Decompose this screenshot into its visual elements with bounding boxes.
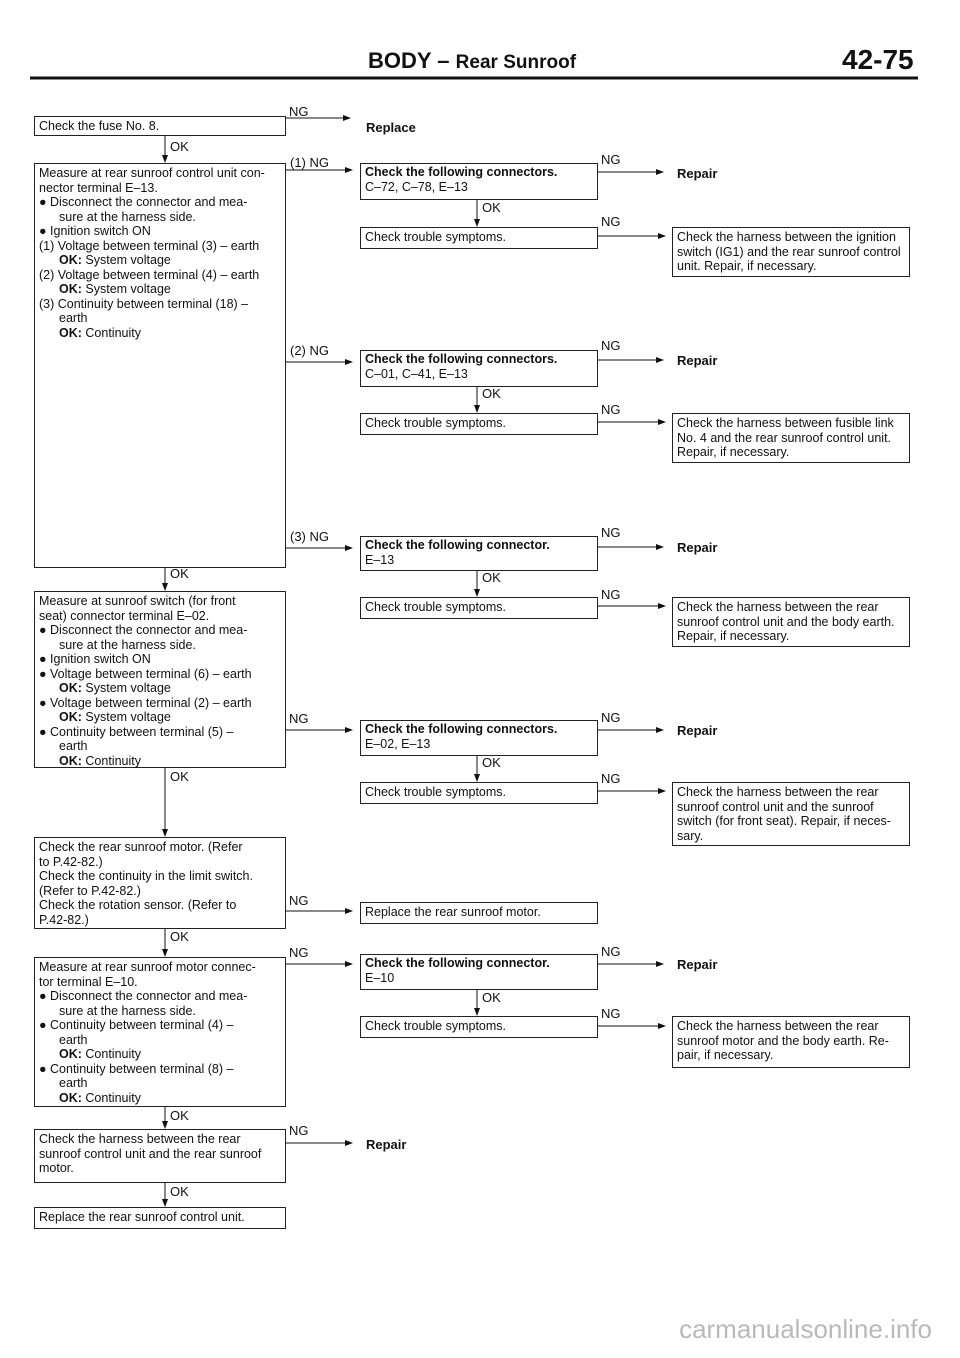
repair-label: Repair bbox=[677, 957, 718, 972]
harness-front-switch-box bbox=[672, 782, 910, 846]
box-line: Check the harness between the rear bbox=[677, 600, 879, 614]
box-line: sunroof motor and the body earth. Re- bbox=[677, 1033, 889, 1048]
trouble-symptoms-box-1 bbox=[360, 227, 598, 249]
ok-criterion: OK: bbox=[59, 753, 82, 768]
box-line: ● Voltage between terminal (2) – earth bbox=[39, 695, 252, 710]
box-line: Check the harness between the rear bbox=[677, 785, 879, 799]
box-line: Measure at rear sunroof control unit con- bbox=[39, 166, 265, 180]
box-line: Check trouble symptoms. bbox=[365, 416, 507, 430]
page-number: 42-75 bbox=[842, 44, 914, 75]
ok-criterion: OK: bbox=[59, 1047, 82, 1061]
box-line: earth bbox=[59, 311, 88, 325]
box-line: Continuity bbox=[81, 1090, 141, 1105]
fuse-check-text: Check the fuse No. 8. bbox=[39, 119, 160, 133]
box-line: System voltage bbox=[81, 282, 171, 296]
box-line: No. 4 and the rear sunroof control unit. bbox=[677, 430, 892, 445]
box-line: E–02, E–13 bbox=[365, 736, 431, 751]
box-line: Repair, if necessary. bbox=[677, 629, 790, 643]
ok-label: OK bbox=[482, 200, 501, 215]
page-title: Rear Sunroof bbox=[455, 52, 577, 73]
box-line: System voltage bbox=[81, 681, 171, 695]
ng-label: NG bbox=[601, 338, 621, 353]
box-line: Repair, if necessary. bbox=[677, 445, 790, 459]
box-title: Check the following connector. bbox=[365, 956, 550, 970]
repair-label: Repair bbox=[677, 540, 718, 555]
box-line: motor. bbox=[39, 1161, 74, 1175]
ok-criterion: OK: bbox=[59, 681, 82, 695]
box-line: sure at the harness side. bbox=[59, 1003, 196, 1018]
box-line: sure at the harness side. bbox=[59, 637, 196, 652]
box-line: earth bbox=[59, 1076, 88, 1090]
replace-control-unit-box bbox=[34, 1207, 286, 1229]
box-line: Check the harness between the rear bbox=[39, 1132, 241, 1146]
repair-label: Repair bbox=[366, 1137, 407, 1152]
box-line: ● Ignition switch ON bbox=[39, 652, 151, 666]
box-line: Check the harness between the ignition bbox=[677, 230, 896, 244]
repair-label: Repair bbox=[677, 353, 718, 368]
box-line: switch (for front seat). Repair, if neces- bbox=[677, 814, 891, 828]
ng-label: NG bbox=[289, 104, 309, 119]
box-line: pair, if necessary. bbox=[677, 1048, 774, 1062]
ok-criterion: OK: bbox=[59, 710, 82, 724]
box-line: earth bbox=[59, 739, 88, 753]
harness-motor-earth-box bbox=[672, 1016, 910, 1068]
box-line: Continuity bbox=[81, 325, 141, 340]
ng-label: NG bbox=[289, 711, 309, 726]
repair-label: Repair bbox=[677, 166, 718, 181]
ok-label: OK bbox=[170, 769, 189, 784]
trouble-symptoms-box-5 bbox=[360, 1016, 598, 1038]
connector-check-box-5 bbox=[360, 954, 598, 990]
box-line: ● Continuity between terminal (8) – bbox=[39, 1061, 234, 1076]
box-line: ● Continuity between terminal (5) – bbox=[39, 724, 234, 739]
box-line: Replace the rear sunroof motor. bbox=[365, 905, 541, 919]
box-line: ● Voltage between terminal (6) – earth bbox=[39, 666, 252, 681]
ok-label: OK bbox=[482, 386, 501, 401]
ng-label: NG bbox=[289, 1123, 309, 1138]
connector-check-box-2 bbox=[360, 350, 598, 387]
ok-criterion: OK: bbox=[59, 325, 82, 340]
box-line: Replace the rear sunroof control unit. bbox=[39, 1210, 245, 1224]
box-line: C–01, C–41, E–13 bbox=[365, 366, 468, 381]
box-line: P.42-82.) bbox=[39, 912, 89, 927]
box-line: Check trouble symptoms. bbox=[365, 600, 507, 614]
box-line: switch (IG1) and the rear sunroof control bbox=[677, 244, 901, 259]
ok-label: OK bbox=[482, 755, 501, 770]
box-line: Measure at rear sunroof motor connec- bbox=[39, 960, 256, 974]
repair-label: Repair bbox=[677, 723, 718, 738]
ok-label: OK bbox=[170, 1184, 189, 1199]
box-line: ● Ignition switch ON bbox=[39, 224, 151, 238]
box-line: sunroof control unit and the rear sunroof bbox=[39, 1146, 262, 1161]
box-line: sunroof control unit and the sunroof bbox=[677, 799, 874, 814]
ok-label: OK bbox=[170, 929, 189, 944]
box-line: Check trouble symptoms. bbox=[365, 785, 507, 799]
box-line: System voltage bbox=[81, 710, 171, 724]
ok-label: OK bbox=[170, 566, 189, 581]
box-title: Check the following connectors. bbox=[365, 165, 558, 179]
ng-label: NG bbox=[601, 525, 621, 540]
replace-motor-box bbox=[360, 902, 598, 924]
box-line: Continuity bbox=[81, 1047, 141, 1061]
box-line: (3) Continuity between terminal (18) – bbox=[39, 296, 249, 311]
ok-label: OK bbox=[482, 990, 501, 1005]
ng-label: NG bbox=[601, 214, 621, 229]
ng1-label: (1) NG bbox=[290, 155, 329, 170]
box-line: (Refer to P.42-82.) bbox=[39, 883, 141, 898]
replace-fuse-label: Replace bbox=[366, 120, 416, 135]
box-line: (1) Voltage between terminal (3) – earth bbox=[39, 238, 260, 253]
motor-check-box bbox=[34, 837, 286, 929]
box-line: ● Disconnect the connector and mea- bbox=[39, 623, 248, 637]
box-line: Check the rear sunroof motor. (Refer bbox=[39, 840, 243, 854]
ng-label: NG bbox=[601, 152, 621, 167]
box-line: (2) Voltage between terminal (4) – earth bbox=[39, 267, 260, 282]
motor-connector-measure-box bbox=[34, 957, 286, 1107]
box-line: ● Disconnect the connector and mea- bbox=[39, 989, 248, 1003]
section-title: BODY bbox=[368, 48, 432, 73]
box-line: Continuity bbox=[81, 753, 141, 768]
box-line: seat) connector terminal E–02. bbox=[39, 608, 210, 623]
box-line: tor terminal E–10. bbox=[39, 974, 138, 989]
ng-label: NG bbox=[601, 944, 621, 959]
harness-ignition-box bbox=[672, 227, 910, 277]
ok-criterion: OK: bbox=[59, 1090, 82, 1105]
ng-label: NG bbox=[601, 771, 621, 786]
box-line: E–13 bbox=[365, 552, 395, 567]
ng-label: NG bbox=[289, 893, 309, 908]
box-line: Check the harness between the rear bbox=[677, 1019, 879, 1033]
ok-label: OK bbox=[170, 1108, 189, 1123]
box-line: sure at the harness side. bbox=[59, 209, 196, 224]
box-title: Check the following connector. bbox=[365, 538, 550, 552]
ng-label: NG bbox=[289, 945, 309, 960]
connector-check-box-1 bbox=[360, 163, 598, 200]
box-title: Check the following connectors. bbox=[365, 352, 558, 366]
box-line: Check the continuity in the limit switch. bbox=[39, 869, 253, 883]
box-line: Check the harness between fusible link bbox=[677, 416, 894, 430]
box-line: Measure at sunroof switch (for front bbox=[39, 594, 236, 608]
box-line: Check trouble symptoms. bbox=[365, 230, 507, 244]
box-line: to P.42-82.) bbox=[39, 854, 103, 869]
box-line: nector terminal E–13. bbox=[39, 180, 158, 195]
connector-check-box-4 bbox=[360, 720, 598, 756]
box-line: sunroof control unit and the body earth. bbox=[677, 614, 895, 629]
harness-body-earth-box bbox=[672, 597, 910, 647]
harness-fusible-link-box bbox=[672, 413, 910, 463]
ok-label: OK bbox=[482, 570, 501, 585]
header-dash: – bbox=[437, 48, 450, 73]
ng2-label: (2) NG bbox=[290, 343, 329, 358]
ok-label: OK bbox=[170, 139, 189, 154]
watermark-text: carmanualsonline.info bbox=[679, 1314, 932, 1344]
box-line: ● Continuity between terminal (4) – bbox=[39, 1018, 234, 1032]
connector-check-box-3 bbox=[360, 536, 598, 571]
box-line: System voltage bbox=[81, 253, 171, 267]
ng-label: NG bbox=[601, 402, 621, 417]
trouble-symptoms-box-3 bbox=[360, 597, 598, 619]
box-line: sary. bbox=[677, 828, 704, 843]
ok-criterion: OK: bbox=[59, 282, 82, 296]
box-line: Check trouble symptoms. bbox=[365, 1019, 507, 1033]
harness-check-box bbox=[34, 1129, 286, 1183]
box-line: ● Disconnect the connector and mea- bbox=[39, 195, 248, 209]
page-header bbox=[368, 48, 576, 74]
trouble-symptoms-box-2 bbox=[360, 413, 598, 435]
box-title: Check the following connectors. bbox=[365, 722, 558, 736]
control-unit-measure-box bbox=[34, 163, 286, 568]
box-line: earth bbox=[59, 1032, 88, 1047]
box-line: C–72, C–78, E–13 bbox=[365, 179, 468, 194]
ng3-label: (3) NG bbox=[290, 529, 329, 544]
box-line: Check the rotation sensor. (Refer to bbox=[39, 898, 237, 912]
ok-criterion: OK: bbox=[59, 253, 82, 267]
box-line: unit. Repair, if necessary. bbox=[677, 259, 817, 273]
ng-label: NG bbox=[601, 710, 621, 725]
ng-label: NG bbox=[601, 1006, 621, 1021]
box-line: E–10 bbox=[365, 970, 395, 985]
ng-label: NG bbox=[601, 587, 621, 602]
front-switch-measure-box bbox=[34, 591, 286, 768]
trouble-symptoms-box-4 bbox=[360, 782, 598, 804]
fuse-check-box bbox=[34, 116, 286, 136]
